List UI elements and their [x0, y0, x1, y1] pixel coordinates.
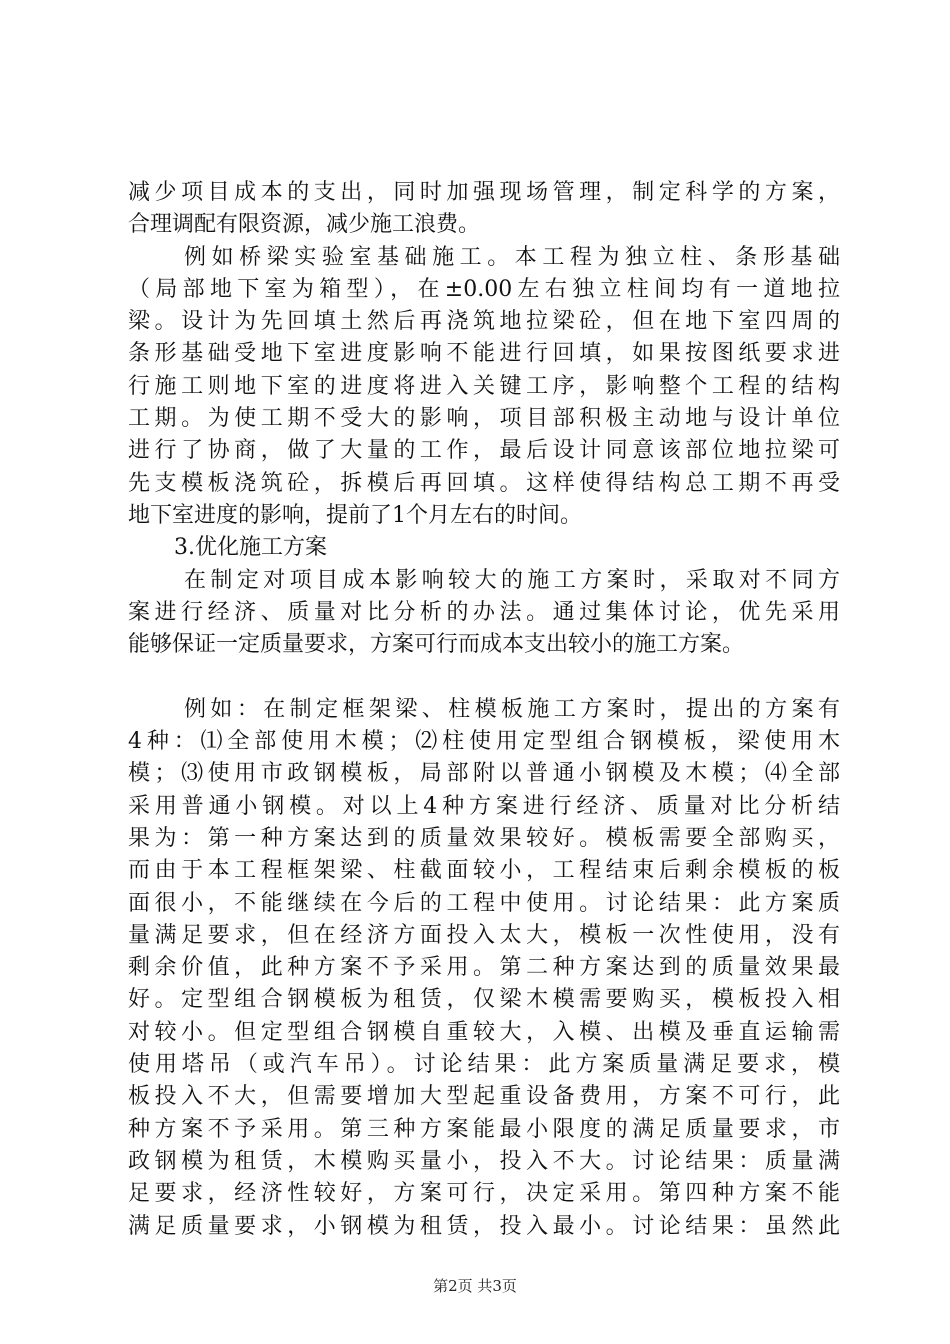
text-line: 面很小，不能继续在今后的工程中使用。讨论结果：此方案质 — [128, 890, 840, 916]
text-line: 例如桥梁实验室基础施工。本工程为独立柱、条形基础 — [184, 244, 840, 270]
document-body — [128, 177, 840, 1243]
section-heading: 3.优化施工方案 — [174, 535, 327, 561]
text-line: （局部地下室为箱型），在±0.00左右独立柱间均有一道地拉 — [128, 276, 840, 302]
text-line: 好。定型组合钢模板为租赁，仅梁木模需要购买，模板投入相 — [128, 987, 840, 1013]
paragraph-gap — [128, 661, 840, 693]
text-line: 使用塔吊（或汽车吊）。讨论结果：此方案质量满足要求，模 — [128, 1052, 840, 1078]
text-line: 对较小。但定型组合钢模自重较大，入模、出模及垂直运输需 — [128, 1019, 840, 1045]
text-line: 4种：⑴全部使用木模；⑵柱使用定型组合钢模板，梁使用木 — [128, 729, 840, 755]
text-line: 条形基础受地下室进度影响不能进行回填，如果按图纸要求进 — [128, 341, 840, 367]
text-line: 板投入不大，但需要增加大型起重设备费用，方案不可行，此 — [128, 1084, 840, 1110]
text-line: 梁。设计为先回填土然后再浇筑地拉梁砼，但在地下室四周的 — [128, 309, 840, 335]
text-line: 进行了协商，做了大量的工作，最后设计同意该部位地拉梁可 — [128, 438, 840, 464]
text-line: 种方案不予采用。第三种方案能最小限度的满足质量要求，市 — [128, 1116, 840, 1142]
text-line: 果为：第一种方案达到的质量效果较好。模板需要全部购买， — [128, 825, 840, 851]
text-line: 量满足要求，但在经济方面投入太大，模板一次性使用，没有 — [128, 922, 840, 948]
text-line: 减少项目成本的支出，同时加强现场管理，制定科学的方案， — [128, 180, 840, 205]
text-line: 案进行经济、质量对比分析的办法。通过集体讨论，优先采用 — [128, 599, 840, 625]
text-line: 工期。为使工期不受大的影响，项目部积极主动地与设计单位 — [128, 406, 840, 432]
text-line: 在制定对项目成本影响较大的施工方案时，采取对不同方 — [184, 567, 840, 593]
text-line: 合理调配有限资源，减少施工浪费。 — [128, 212, 481, 238]
text-line: 采用普通小钢模。对以上4种方案进行经济、质量对比分析结 — [128, 793, 840, 819]
text-line: 剩余价值，此种方案不予采用。第二种方案达到的质量效果最 — [128, 955, 840, 981]
page-number-footer: 第2页 共3页 — [433, 1277, 517, 1295]
text-line: 足要求，经济性较好，方案可行，决定采用。第四种方案不能 — [128, 1181, 840, 1207]
text-line: 满足质量要求，小钢模为租赁，投入最小。讨论结果：虽然此 — [128, 1213, 840, 1239]
text-line: 行施工则地下室的进度将进入关键工序，影响整个工程的结构 — [128, 373, 840, 399]
text-line: 例如：在制定框架梁、柱模板施工方案时，提出的方案有 — [184, 696, 840, 722]
text-line: 地下室进度的影响，提前了1个月左右的时间。 — [128, 502, 582, 528]
text-line: 而由于本工程框架梁、柱截面较小，工程结束后剩余模板的板 — [128, 858, 840, 884]
text-line: 先支模板浇筑砼，拆模后再回填。这样使得结构总工期不再受 — [128, 470, 840, 496]
text-line: 政钢模为租赁，木模购买量小，投入不大。讨论结果：质量满 — [128, 1148, 840, 1174]
text-line: 模；⑶使用市政钢模板，局部附以普通小钢模及木模；⑷全部 — [128, 761, 840, 787]
text-line: 能够保证一定质量要求，方案可行而成本支出较小的施工方案。 — [128, 632, 745, 658]
